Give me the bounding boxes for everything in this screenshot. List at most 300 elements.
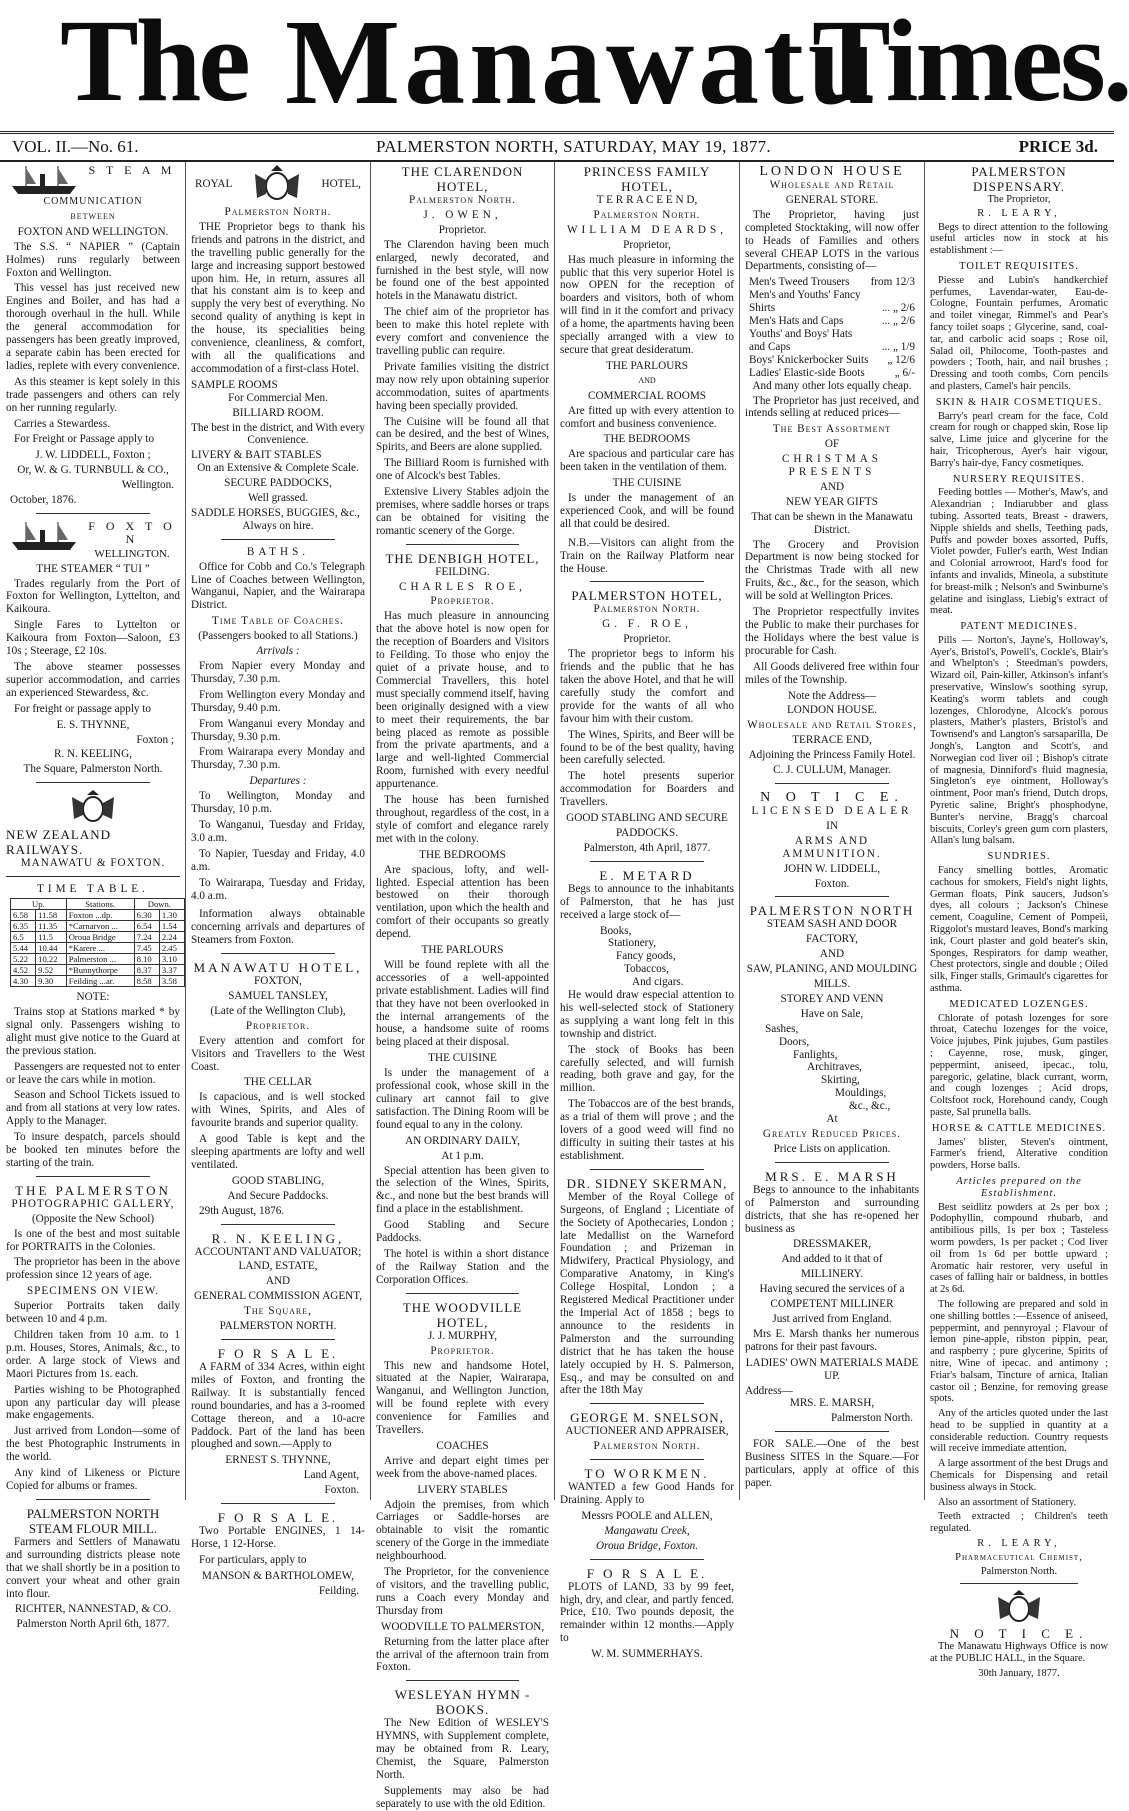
dispensary-owner: R. LEARY, — [977, 207, 1061, 219]
dispensary-prop: The Proprietor, — [987, 194, 1051, 205]
denbigh-paragraph: The hotel is within a short distance of the Railway Station and the Corporation Offices. — [376, 1247, 549, 1286]
london-house-item — [749, 367, 915, 380]
departure-line: To Wellington, Monday and Thursday, 10 p.m. — [191, 790, 365, 816]
ad-clarendon-hotel — [376, 164, 549, 538]
royal-place: Palmerston North. — [224, 206, 332, 218]
dispensary-heading: SUNDRIES. — [987, 851, 1051, 863]
railways-subtitle: MANAWATU & FOXTON. — [20, 857, 166, 870]
steam-agent: Wellington. — [121, 479, 174, 492]
royal-paragraph: THE Proprietor begs to thank his friends and patrons in the district, and the travelling public generally for the large and increasing support bestowed upon him. He, in return, assures all that his constant aim is to keep and supply the very best of everything. No second quality of anything is kept in the house, its specialities being convenience, cleanliness, & comfort, with all the qualifications and accommodation of a first-class Hotel. — [191, 220, 365, 375]
timetable-cell: 6.54 — [134, 921, 159, 932]
separator — [775, 1431, 889, 1432]
separator — [221, 1339, 335, 1340]
item-name: Boys' Knickerbocker Suits — [749, 353, 869, 366]
ad-metard — [560, 868, 734, 1163]
clarendon-paragraph: The chief aim of the proprietor has been to make this hotel replete with every comfort and convenience the travelling public can require. — [376, 306, 549, 357]
notice-title: N O T I C E. — [760, 789, 904, 805]
timetable-cell: *Carnarvon ... — [66, 921, 134, 932]
palmerston-hotel-paragraph: The proprietor begs to inform his friends and the public that he has taken the above Hotel, and that he will carefully study the comfort and provide for the wants of all who favour him with their custom. — [560, 648, 734, 725]
keeling-line: ACCOUNTANT AND VALUATOR; — [194, 1245, 362, 1258]
timetable-cell: 7.45 — [134, 943, 159, 954]
clarendon-owner: J. OWEN, — [423, 208, 502, 221]
for-sale-paragraph: FOR SALE.—One of the best Business SITES in the Square.—For particulars, apply at office of this paper. — [745, 1438, 919, 1489]
masthead — [0, 0, 1129, 130]
column-2 — [191, 162, 365, 1597]
timetable-cell: 4.52 — [11, 965, 36, 976]
volume-number: VOL. II.—No. 61. — [12, 137, 139, 156]
london-house-paragraph: All Goods delivered free within four miles of the Township. — [745, 660, 919, 686]
ad-skerman — [560, 1176, 734, 1398]
separator — [590, 1559, 704, 1560]
dispensary-title: PALMERSTON DISPENSARY. — [971, 164, 1067, 194]
london-house-address: LONDON HOUSE. — [786, 704, 878, 717]
separator — [590, 581, 704, 582]
marsh-line: LADIES' OWN MATERIALS MADE UP. — [745, 1356, 919, 1382]
london-house-address: Wholesale and Retail Stores, — [747, 719, 917, 732]
royal-billiard-detail: The best in the district, and With every Convenience. — [191, 421, 365, 447]
woodville-paragraph: The Proprietor, for the convenience of visitors, and the travelling public, runs a Coach every Monday and Thursday from — [376, 1566, 549, 1617]
clarendon-title: THE CLARENDON HOTEL, — [401, 164, 524, 194]
timetable-cell: 1.30 — [159, 910, 184, 921]
manawatu-hotel-paragraph: A good Table is kept and the sleeping apartments are lofty and well ventilated. — [191, 1133, 365, 1171]
item-name: Men's and Youths' Fancy — [749, 289, 861, 302]
mill-signature: RICHTER, NANNESTAD, & CO. — [14, 1603, 172, 1616]
timetable-cell: 5.22 — [11, 954, 36, 965]
coach-timetable-title: Time Table of Coaches. — [212, 615, 344, 628]
palmerston-hotel-paragraph: The Wines, Spirits, and Beer will be found to be of the best quality, having been carefully selected. — [560, 728, 734, 767]
masthead-word-manawatu: Manawatu — [285, 0, 880, 130]
palmerston-hotel-stabling: PADDOCKS. — [615, 826, 679, 839]
arrival-line: From Wanganui every Monday and Thursday, 9.30 p.m. — [191, 717, 365, 743]
manawatu-hotel-date: 29th August, 1876. — [199, 1204, 285, 1217]
column-rule — [554, 162, 555, 1500]
sash-line: AND — [819, 948, 845, 961]
keeling-line: The Square, — [244, 1305, 312, 1318]
for-sale-paragraph: Two Portable ENGINES, 1 14-Horse, 1 12-Horse. — [191, 1525, 365, 1550]
railways-title: NEW ZEALAND RAILWAYS. — [6, 827, 111, 858]
metard-paragraph: The Tobaccos are of the best brands, as a trial of them will prove ; and the lovers of a good weed will find no difficulty in suiting their tastes at his establishment. — [560, 1098, 734, 1162]
item-price: „ 6/- — [894, 366, 915, 379]
london-house-sub2: GENERAL STORE. — [785, 193, 879, 206]
denbigh-subheading: AN ORDINARY DAILY, — [405, 1134, 520, 1147]
dispensary-heading: Articles prepared on the Establishment. — [956, 1175, 1082, 1199]
princess-paragraph: Are fitted up with every attention to comfort and business convenience. — [560, 404, 734, 430]
woodville-paragraph: This new and handsome Hotel, situated at the Napier, Wairarapa, Wanganui, and Wellington Junction, will be found replete with every convenience for Families and Travellers. — [376, 1359, 549, 1437]
metard-paragraph: He would draw especial attention to his well-selected stock of Stationery as supplying a want long felt in this township and district. — [560, 989, 734, 1040]
dispensary-paragraph: Pills — Norton's, Jayne's, Holloway's, Ayer's, Bristol's, Powell's, Cockle's, Blair's and Whelpton's ; Steedman's powders, Wizard oil, Pain-killer, Atkinson's infant's preservative, Winslow's soothing syrup, Keating's worm tablets and cough lozenges, Chlorodyne, Alcock's porous plasters, Mather's plasters, Bristol's and Townsend's and Langton's sarsaparilla, De Jongh's, Langton and Scott's, and Norwegian cod liver oil ; Bishop's citrate of magnesia, Dinniford's fluid magnesia, Singleton's eye ointment, Holloway's ointment, Poor man's friend, Dutch drops, Pyretic saline, Bright's phosphodyne, Bunter's nervine, Bragg's charcoal biscuits, Corley's green gum corn plasters, Allan's lung balsam. — [930, 634, 1108, 847]
marsh-line: Having secured the services of a — [759, 1283, 905, 1296]
foxton-agent: Foxton ; — [136, 733, 174, 746]
sash-title: PALMERSTON NORTH — [749, 903, 915, 919]
sash-line: STEAM SASH AND DOOR — [766, 918, 898, 931]
timetable-cell: *Bunnythorpe — [66, 965, 134, 976]
skerman-paragraph: Member of the Royal College of Surgeons, of England ; Licentiate of the Society of Apothecaries, London ; late Medallist on the Warneford Foundation ; and Prizeman in Midwifery, Practical Physiology, and Comparative Anatomy, in King's College Hospital, London ; a Registered Medical Practitioner under the Imperial Act of 1858 ; begs to announce to the residents in Palmerston and the surrounding district that he has taken the house lately occupied by H. S. Palmerson, Esq., and may be consulted on and after the 18th May — [560, 1190, 734, 1397]
royal-livery-detail: On an Extensive & Complete Scale. — [197, 462, 359, 475]
keeling-line: AND — [265, 1275, 291, 1288]
separator — [221, 539, 335, 540]
palmerston-hotel-paragraph: The hotel presents superior accommodation for Boarders and Travellers. — [560, 770, 734, 809]
ad-snelson — [560, 1410, 734, 1453]
metard-item: Tobaccos, — [624, 963, 669, 976]
notice-paragraph: The Manawatu Highways Office is now at the PUBLIC HALL, in the Square. — [930, 1641, 1108, 1665]
royal-title: ROYAL — [195, 177, 233, 190]
clarendon-prop: Proprietor. — [438, 223, 487, 236]
woodville-prop: Proprietor. — [430, 1344, 495, 1357]
arrivals-heading: Arrivals : — [256, 645, 300, 658]
woodville-title: THE WOODVILLE HOTEL, — [402, 1299, 523, 1330]
steamship-icon — [10, 520, 80, 552]
sash-item: &c., &c., — [849, 1100, 891, 1113]
workmen-paragraph: WANTED a few Good Hands for Draining. Apply to — [560, 1481, 734, 1507]
departure-line: To Wairarapa, Tuesday and Friday, 4.0 a.m. — [191, 876, 365, 902]
princess-paragraph: Has much pleasure in informing the public that this very superior Hotel is now OPEN for the reception of boarders and visitors, both of whom will find in it the comfort and privacy of a home, the apartments having been specially arranged with a view to secure that great desideratum. — [560, 253, 734, 356]
item-price: from 12/3 — [870, 276, 915, 289]
timetable-cell: 3.10 — [159, 954, 184, 965]
notice-title: N O T I C E. — [949, 1626, 1089, 1642]
dispensary-heading: SKIN & HAIR COSMETIQUES. — [935, 396, 1103, 408]
timetable-cell: 8.37 — [134, 965, 159, 976]
separator — [221, 953, 335, 954]
for-sale-signature: W. M. SUMMERHAYS. — [591, 1648, 703, 1661]
clarendon-paragraph: Extensive Livery Stables adjoin the premises, where saddle horses or traps can be obtained for visiting the romantic scenery of the Gorge. — [376, 486, 549, 537]
coach-passengers: (Passengers booked to all Stations.) — [198, 630, 358, 643]
marsh-paragraph: Begs to announce to the inhabitants of Palmerston and surrounding districts, that she has re-opened her business as — [745, 1183, 919, 1235]
sash-item: Sashes, — [765, 1022, 799, 1035]
separator — [221, 1224, 335, 1225]
london-house-manager: C. J. CULLUM, Manager. — [773, 764, 891, 777]
keeling-title: R. N. KEELING, — [211, 1230, 345, 1246]
publication-date: PALMERSTON NORTH, SATURDAY, MAY 19, 1877. — [376, 137, 771, 156]
marsh-paragraph: Mrs E. Marsh thanks her numerous patrons for their past favours. — [745, 1327, 919, 1353]
notice-line: ARMS AND AMMUNITION. — [782, 834, 882, 860]
sash-item: Mouldings, — [835, 1087, 887, 1100]
timetable-row — [11, 910, 185, 921]
foxton-subtitle: WELLINGTON. — [94, 547, 170, 560]
steam-subtitle: COMMUNICATION — [43, 196, 143, 207]
royal-crest-icon — [66, 789, 120, 825]
london-house-paragraph: The Proprietor, having just completed Stocktaking, will now offer to Heads of Families and others several CHEAP LOTS in the various Departments, consisting of— — [745, 208, 919, 273]
column-5 — [745, 162, 919, 1497]
dispensary-paragraph: Any of the articles quoted under the last head to be supplied in quantity at a considerable reduction. Country requests will receive immediate attention. — [930, 1408, 1108, 1455]
departure-line: To Napier, Tuesday and Friday, 4.0 a.m. — [191, 847, 365, 873]
palmerston-hotel-title: PALMERSTON HOTEL, — [571, 588, 723, 604]
snelson-title: GEORGE M. SNELSON, — [570, 1410, 724, 1426]
dispensary-signature: Palmerston North. — [980, 1565, 1058, 1577]
masthead-word-times: Times. — [812, 0, 1129, 126]
ad-steam-communication — [6, 164, 180, 507]
denbigh-paragraph: Has much pleasure in announcing that the above hotel is now open for the reception of Boarders and Visitors to Feilding. To those who enjoy the quiet of a private house, and to Commercial Travellers, this hotel must specially commend itself, having been originally designed with a view to meet their requirements, the bar being placed as remote as possible from the private apartments, and a large and well-lighted Commercial Room, furnished with every needful appurtenance. — [376, 610, 549, 791]
sash-line: FACTORY, — [806, 933, 858, 946]
column-rule — [185, 162, 186, 1500]
photo-paragraph: Is one of the best and most suitable for PORTRAITS in the Colonies. — [6, 1227, 180, 1253]
railway-note: To insure despatch, parcels should be booked ten minutes before the starting of the train. — [6, 1131, 180, 1169]
princess-place: T E R R A C E E N D, — [596, 194, 698, 206]
dispensary-paragraph: Begs to direct attention to the following useful articles now in stock at his establishment :— — [930, 221, 1108, 257]
clarendon-place: Palmerston North. — [409, 194, 516, 206]
sash-line: Have on Sale, — [800, 1007, 864, 1020]
foxton-paragraph: For freight or passage apply to — [14, 702, 152, 715]
wesleyan-title: WESLEYAN HYMN - BOOKS. — [394, 1687, 531, 1718]
clarendon-paragraph: The Billiard Room is furnished with one of Alcock's best Tables. — [376, 457, 549, 483]
princess-paragraph: Are spacious and particular care has been taken in the ventilation of them. — [560, 448, 734, 474]
photo-specimens: SPECIMENS ON VIEW. — [26, 1285, 160, 1298]
manawatu-hotel-paragraph: Every attention and comfort for Visitors and Travellers to the West Coast. — [191, 1034, 365, 1073]
separator — [36, 1499, 150, 1500]
price: PRICE 3d. — [1018, 137, 1098, 156]
metard-paragraph: The stock of Books has been carefully selected, and will furnish reading, both grave and gay, for the million. — [560, 1043, 734, 1095]
coach-info: Information always obtainable concerning arrivals and departures of Steamers from Foxton. — [191, 908, 365, 947]
london-house-line: That can be shewn in the Manawatu District. — [751, 510, 913, 536]
item-price: ... „ 2/6 — [881, 315, 915, 328]
item-name: Men's Tweed Trousers — [749, 276, 850, 289]
skerman-title: DR. SIDNEY SKERMAN, — [566, 1175, 728, 1191]
metard-item: Books, — [600, 924, 632, 937]
wesleyan-paragraph: Supplements may also be had separately to use with the old Edition. — [376, 1784, 549, 1810]
steam-title: S T E A M — [88, 163, 176, 177]
keeling-line: PALMERSTON NORTH. — [219, 1320, 337, 1333]
marsh-line: DRESSMAKER, — [792, 1238, 872, 1251]
ad-wesleyan-hymn-books — [376, 1687, 549, 1810]
separator — [406, 1293, 519, 1294]
for-sale-paragraph: For particulars, apply to — [199, 1553, 307, 1566]
photo-location: (Opposite the New School) — [31, 1212, 155, 1225]
london-house-more: And many other lots equally cheap. — [752, 379, 912, 392]
for-sale-paragraph: PLOTS of LAND, 33 by 99 feet, high, dry, and clear, and partly fenced. Price, £10. Two pounds deposit, the remainder within 12 months.—Apply to — [560, 1580, 734, 1645]
dispensary-heading: MEDICATED LOZENGES. — [949, 998, 1089, 1010]
london-house-item — [749, 315, 915, 328]
manawatu-hotel-title: MANAWATU HOTEL, — [193, 960, 363, 976]
ad-notice-arms — [745, 790, 919, 890]
london-house-address: TERRACE END, — [792, 734, 872, 747]
marsh-line: COMPETENT MILLINER — [770, 1298, 894, 1311]
sash-line: Greatly Reduced Prices. — [762, 1128, 902, 1140]
metard-item: Stationery, — [608, 937, 657, 950]
timetable-heading: TIME TABLE. — [37, 883, 149, 896]
for-sale-signature: ERNEST S. THYNNE, — [225, 1454, 331, 1467]
timetable-cell: 8.58 — [134, 976, 159, 987]
foxton-heading: THE STEAMER “ TUI ” — [36, 562, 150, 575]
notice-line: IN — [826, 819, 838, 832]
woodville-subheading: LIVERY STABLES — [417, 1483, 508, 1496]
marsh-line: Just arrived from England. — [772, 1312, 892, 1325]
princess-and: AND — [638, 375, 656, 385]
workmen-line: Mangawatu Creek, — [604, 1524, 690, 1537]
separator — [36, 1176, 150, 1177]
woodville-paragraph: Adjoin the premises, from which Carriages or Saddle-horses are obtainable to visit the romantic scenery of the Gorge in the immediate neighbourhood. — [376, 1498, 549, 1563]
timetable-row — [11, 943, 185, 954]
steam-date: October, 1876. — [10, 494, 77, 507]
timetable-cell: Oroua Bridge — [66, 932, 134, 943]
sash-line: MILLS. — [813, 978, 851, 991]
timetable-row — [11, 921, 185, 932]
item-price: ... „ 1/9 — [881, 340, 915, 353]
princess-prop: Proprietor, — [623, 238, 671, 251]
dispensary-heading: HORSE & CATTLE MEDICINES. — [931, 1122, 1107, 1134]
london-house-address: Adjoining the Princess Family Hotel. — [748, 749, 916, 762]
woodville-subheading: COACHES — [436, 1439, 489, 1452]
palmerston-hotel-prop: Proprietor. — [623, 633, 671, 646]
london-house-item — [749, 354, 915, 367]
coach-paragraph: Office for Cobb and Co.'s Telegraph Line of Coaches between Wellington, Wanganui, Napier, and the Wairarapa District. — [191, 560, 365, 612]
royal-saddle: SADDLE HORSES, BUGGIES, &c., — [191, 506, 360, 519]
separator — [36, 513, 150, 514]
denbigh-subheading: THE BEDROOMS — [419, 848, 506, 861]
timetable-cell: 10.22 — [36, 954, 67, 965]
timetable-row — [11, 932, 185, 943]
separator — [775, 1162, 889, 1163]
sash-line: STOREY AND VENN — [780, 992, 884, 1005]
marsh-line: MRS. E. MARSH, — [789, 1397, 875, 1410]
princess-subheading: THE PARLOURS — [606, 359, 688, 372]
column-3 — [376, 162, 549, 1810]
dispensary-paragraph: Chlorate of potash lozenges for sore throat, Catechu lozenges for the voice, Voice jujubes, Pink jujubes, Gum pastiles ; Cayenne, rose, musk, ginger, peppermint, aniseed, ipecac., tolu, paregoric, gelatine, black currant, worm, and cough lozenges ; Acid drops, Coltsfoot rock, Horehound candy, Cough paste, Sal prunella balls. — [930, 1012, 1108, 1118]
woodville-paragraph: Arrive and depart eight times per week from the above-named places. — [376, 1454, 549, 1480]
denbigh-time: At 1 p.m. — [441, 1149, 484, 1162]
steam-paragraph: As this steamer is kept solely in this trade passengers and others can rely on her running regularly. — [6, 375, 180, 414]
clarendon-paragraph: Private families visiting the district may now rely upon obtaining superior accommodation, suites of apartments having been specially provided. — [376, 360, 549, 412]
princess-title: PRINCESS FAMILY HOTEL, — [583, 164, 711, 194]
separator — [221, 1503, 335, 1504]
sash-item: Architraves, — [807, 1061, 862, 1074]
workmen-title: TO WORKMEN. — [584, 1466, 710, 1482]
manawatu-hotel-town: FOXTON, — [254, 975, 302, 988]
royal-paddocks-detail: Well grassed. — [248, 492, 308, 505]
sash-line: At — [826, 1113, 838, 1126]
for-sale-paragraph: A FARM of 334 Acres, within eight miles of Foxton, and fronting the Railway. It is substantially fenced round boundaries, and has a 3-roomed Cottage thereon, and a 10-acre Paddock. Part of the land has been ploughed and sown.—Apply to — [191, 1360, 365, 1451]
ad-mrs-marsh — [745, 1169, 919, 1425]
ad-princess-family-hotel — [560, 164, 734, 575]
london-house-item — [749, 276, 915, 289]
timetable-row — [11, 965, 185, 976]
ad-for-sale-site — [745, 1438, 919, 1490]
dispensary-heading: TOILET REQUISITES. — [959, 260, 1079, 272]
arrival-line: From Napier every Monday and Thursday, 7.30 p.m. — [191, 660, 365, 685]
denbigh-paragraph: Good Stabling and Secure Paddocks. — [376, 1219, 549, 1245]
dateline — [0, 131, 1114, 162]
marsh-title: MRS. E. MARSH — [765, 1168, 899, 1184]
item-name: Ladies' Elastic-side Boots — [749, 366, 865, 379]
palmerston-hotel-date: Palmerston, 4th April, 1877. — [583, 841, 711, 854]
steam-route: FOXTON AND WELLINGTON. — [17, 225, 169, 238]
wesleyan-paragraph: The New Edition of WESLEY'S HYMNS, with Supplement complete, may be obtained from R. Leary, Chemist, the Square, Palmerston North. — [376, 1717, 549, 1781]
london-house-address: Note the Address— — [787, 689, 877, 702]
denbigh-paragraph: Are spacious, lofty, and well-lighted. Especial attention has been bestowed on their thorough ventilation, upon which the health and comfort of their occupants so greatly depend. — [376, 863, 549, 941]
royal-hotel-word: HOTEL, — [321, 177, 361, 190]
timetable-cell: 9.30 — [36, 976, 67, 987]
railway-note: Trains stop at Stations marked * by signal only. Passengers wishing to alight must give notice to the Guard at the previous station. — [6, 1005, 180, 1057]
notice-line: LICENSED DEALER — [751, 804, 913, 817]
steam-between: BETWEEN — [70, 211, 116, 221]
metard-item: And cigars. — [632, 976, 684, 989]
dispensary-paragraph: James' blister, Steven's ointment, Farmer's friend, Alterative condition powders, Horse balls. — [930, 1136, 1108, 1172]
london-house-paragraph: The Proprietor respectfully invites the Public to make their purchases for the Holidays where the best value is procurable for Cash. — [745, 606, 919, 657]
sash-item: Doors, — [779, 1035, 810, 1048]
ad-notice-highways — [930, 1590, 1108, 1679]
photo-paragraph: Just arrived from London—some of the best Photographic Instruments in the world. — [6, 1425, 180, 1464]
workmen-line: Messrs POOLE and ALLEN, — [581, 1509, 713, 1522]
ad-sash-factory — [745, 903, 919, 1155]
woodville-route: WOODVILLE TO PALMERSTON, — [380, 1620, 545, 1633]
item-name: Men's Hats and Caps — [749, 315, 844, 328]
london-house-item — [749, 341, 915, 354]
railway-note-heading: NOTE: — [76, 991, 110, 1004]
timetable-stations: Stations. — [66, 899, 134, 910]
keeling-line: GENERAL COMMISSION AGENT, — [193, 1290, 363, 1303]
snelson-line: AUCTIONEER AND APPRAISER, — [565, 1425, 729, 1438]
manawatu-hotel-paddocks: And Secure Paddocks. — [227, 1189, 329, 1202]
for-sale-title: F O R S A L E. — [217, 1510, 339, 1526]
foxton-paragraph: The above steamer possesses superior accommodation, and carries an experienced Stewardess, &c. — [6, 661, 180, 699]
timetable-cell: 9.52 — [36, 965, 67, 976]
timetable-cell: 11.58 — [36, 910, 67, 921]
separator — [36, 782, 150, 783]
timetable-cell: 6.35 — [11, 921, 36, 932]
column-rule — [739, 162, 740, 1500]
palmerston-hotel-owner: G. F. ROE, — [602, 618, 692, 631]
princess-owner: WILLIAM DEARDS, — [566, 223, 728, 236]
item-name: Shirts — [749, 302, 776, 315]
clarendon-paragraph: The Cuisine will be found all that can be desired, and the best of Wines, Spirits, and Beers are alone supplied. — [376, 415, 549, 454]
royal-sample: SAMPLE ROOMS — [191, 378, 278, 391]
foxton-paragraph: Trades regularly from the Port of Foxton for Wellington, Lyttelton, and Kaikoura. — [6, 577, 180, 616]
palmerston-hotel-stabling: GOOD STABLING AND SECURE — [566, 812, 728, 825]
woodville-paragraph: Returning from the latter place after the arrival of the afternoon train from Foxton. — [376, 1635, 549, 1674]
metard-paragraph: Begs to announce to the inhabitants of Palmerston, that he has just received a large stock of— — [560, 882, 734, 921]
london-house-line: NEW YEAR GIFTS — [786, 495, 878, 508]
dispensary-paragraph: Fancy smelling bottles, Aromatic cachous for smokers, Field's night lights, German floats, Pink saucers, Judson's dyes, all colours ; Jackson's Chinese cement, Coaguline, Cement of Pompeii, Riggolot's mustard leaves, Bond's marking ink, Court plaster and gold beater's skin, Sponges, Respirators for damp weather, Chest protectors, single and double ; Oiled silk, Finger stalls, Grimault's cigarettes for asthma. — [930, 865, 1108, 994]
london-house-line: AND — [819, 480, 845, 493]
manawatu-hotel-cellar: THE CELLAR — [243, 1076, 313, 1089]
ad-denbigh-hotel — [376, 551, 549, 1287]
london-house-item — [749, 289, 915, 302]
keeling-line: LAND, ESTATE, — [238, 1260, 318, 1273]
for-sale-signature: Feilding. — [318, 1584, 359, 1597]
steam-agent: J. W. LIDDELL, Foxton ; — [35, 449, 151, 462]
departure-line: To Wanganui, Tuesday and Friday, 3.0 a.m. — [191, 818, 365, 844]
railway-note: Passengers are requested not to enter or leave the cars while in motion. — [6, 1060, 180, 1086]
london-house-item — [749, 302, 915, 315]
baths-heading: BATHS. — [246, 545, 310, 558]
timetable-cell: Feilding ...ar. — [66, 976, 134, 987]
princess-subheading: THE BEDROOMS — [603, 433, 691, 446]
marsh-line: Address— — [745, 1384, 793, 1397]
item-name: and Caps — [749, 340, 791, 353]
dispensary-paragraph: Feeding bottles — Mother's, Maw's, and Alexandrian ; Indiarubber and glass tubing. Assorted teats, Breast - drawers, Nipple shields and shells, Teething pads, Puffs and powder boxes assorted, Puffs, Violet powder, Fuller's earth, West Indian and Colonial arrowroot, Hard's food for infants and invalids, Mineola, a substitute for breast-milk ; Nelson's and Swinburne's gelatine and isinglass, Liebig's extract of meat. — [930, 487, 1108, 617]
photo-paragraph: The proprietor has been in the above profession since 12 years of age. — [6, 1256, 180, 1282]
separator — [590, 1169, 704, 1170]
column-rule — [370, 162, 371, 1500]
timetable-cell: 2.45 — [159, 943, 184, 954]
manawatu-hotel-stabling: GOOD STABLING, — [231, 1174, 325, 1187]
photo-paragraph: Children taken from 10 a.m. to 1 p.m. Houses, Stores, Animals, &c., to order. A large stock of Views and Maori Pictures from 1s. each. — [6, 1329, 180, 1380]
dispensary-paragraph: Also an assortment of Stationery. — [938, 1496, 1077, 1508]
princess-note: N.B.—Visitors can alight from the Train on the Railway Platform near the House. — [560, 536, 734, 575]
railway-timetable — [10, 898, 185, 987]
timetable-cell: Foxton ...dp. — [66, 910, 134, 921]
london-house-title: LONDON HOUSE — [759, 164, 905, 179]
ad-woodville-hotel — [376, 1300, 549, 1675]
denbigh-title: THE DENBIGH HOTEL, — [385, 550, 540, 566]
ad-keeling — [191, 1231, 365, 1333]
princess-subheading: COMMERCIAL ROOMS — [587, 389, 706, 402]
denbigh-owner: CHARLES ROE, — [399, 580, 526, 593]
separator — [6, 876, 180, 877]
foxton-paragraph: Single Fares to Lyttelton or Kaikoura from Foxton—Saloon, £3 10s ; Steerage, £2 10s. — [6, 619, 180, 658]
timetable-cell: 4.30 — [11, 976, 36, 987]
timetable-down: Down. — [134, 899, 184, 910]
timetable-cell: 5.44 — [11, 943, 36, 954]
dispensary-paragraph: The following are prepared and sold in one shilling bottles :—Essence of aniseed, peppermint, and pennyroyal ; Flavour of lemon pine-apple, ribston pippin, pear, and raspberry ; pure glycerine, Spirits of nitre, Wine of ipecac. and antimony ; Friar's balsam, Tincture of arnica, Italian castor oil ; Benzine, for removing grease spots. — [930, 1298, 1108, 1405]
